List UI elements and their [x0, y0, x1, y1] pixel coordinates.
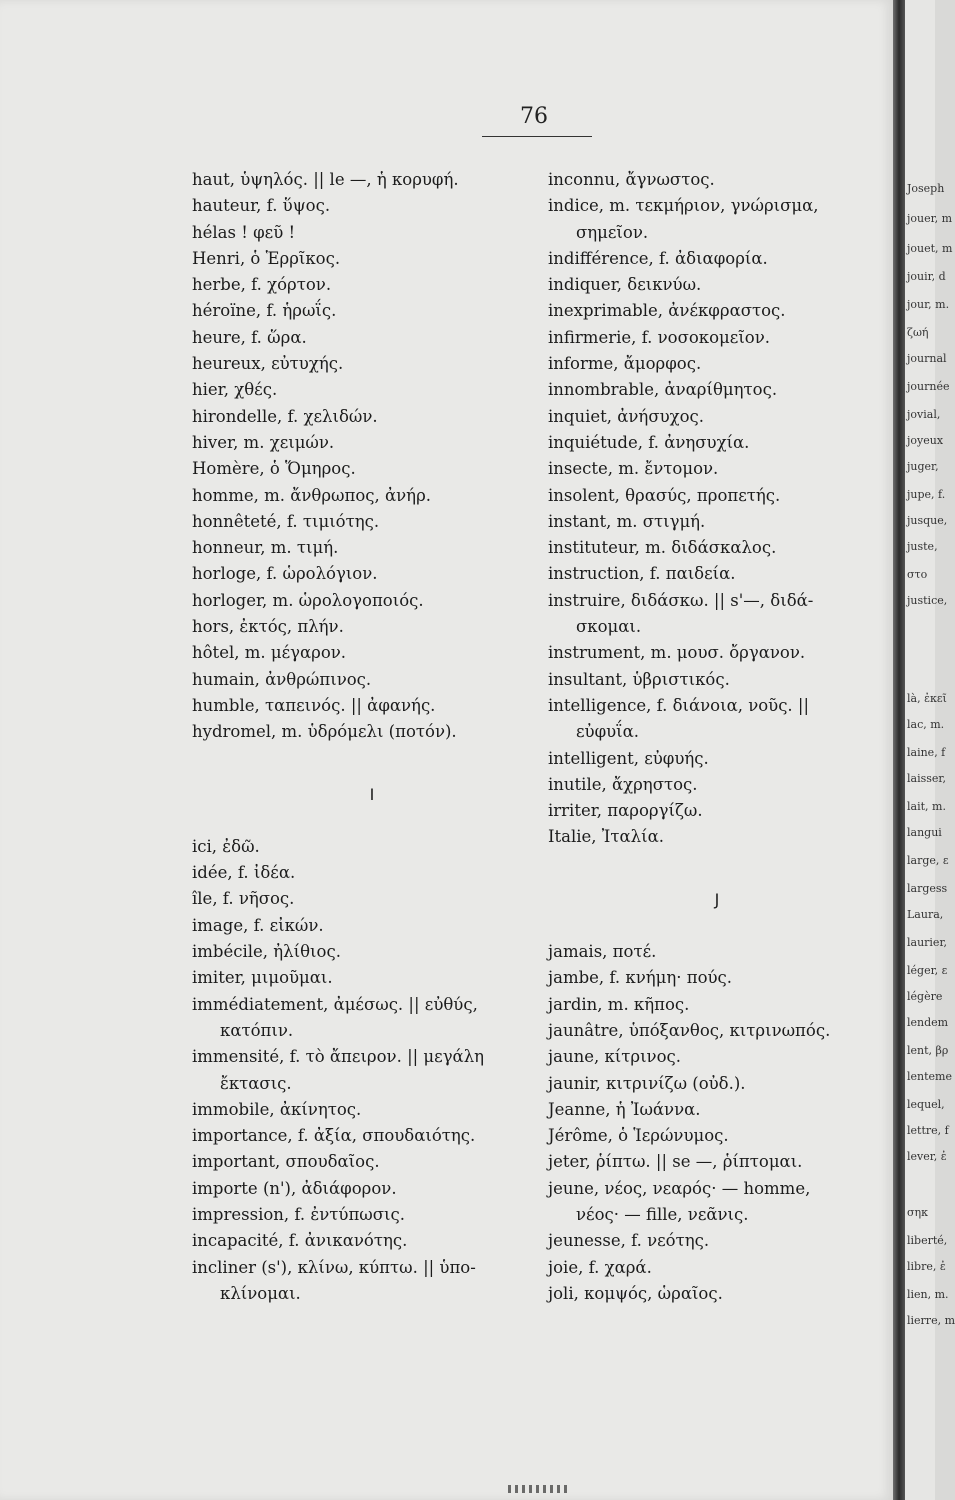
- dictionary-entry: instruction, f. παιδεία.: [548, 564, 736, 584]
- dictionary-entry: herbe, f. χόρτον.: [192, 275, 332, 295]
- edge-word: libre, ἐ: [907, 1260, 946, 1273]
- dictionary-entry: Homère, ὁ Ὅμηρος.: [192, 459, 356, 479]
- edge-word: largess: [907, 882, 948, 895]
- dictionary-entry: Jeanne, ἡ Ἰωάννα.: [548, 1099, 701, 1119]
- dictionary-entry: jambe, f. κνήμη· πούς.: [548, 968, 733, 988]
- edge-word: lait, m.: [907, 800, 946, 813]
- dictionary-entry: heureux, εὐτυχής.: [192, 354, 344, 374]
- dictionary-entry: importance, f. ἀξία, σπουδαιότης.: [192, 1126, 476, 1146]
- edge-word: jouer, m: [907, 212, 953, 225]
- dictionary-entry: inconnu, ἄγνωστος.: [548, 170, 715, 189]
- dictionary-entry: humain, ἀνθρώπινος.: [192, 669, 372, 689]
- edge-word: jusque,: [907, 514, 948, 527]
- edge-word: jovial,: [907, 408, 941, 421]
- dictionary-entry: important, σπουδαῖος.: [192, 1152, 380, 1172]
- dictionary-entry: instrument, m. μουσ. ὄργανον.: [548, 643, 806, 663]
- edge-word: laurier,: [907, 936, 947, 949]
- entry-continuation: εὐφυΐα.: [576, 722, 640, 742]
- dictionary-entry: imbécile, ἠλίθιος.: [192, 942, 341, 962]
- dictionary-entry: honnêteté, f. τιμιότης.: [192, 511, 380, 531]
- edge-word: léger, ε: [907, 964, 948, 977]
- dictionary-entry: indiquer, δεικνύω.: [548, 275, 702, 295]
- dictionary-entry: jeunesse, f. νεότης.: [548, 1231, 710, 1251]
- dictionary-entry: ici, ἐδῶ.: [192, 836, 260, 856]
- edge-word: ζωή: [907, 326, 929, 339]
- entry-continuation: ἔκτασις.: [220, 1073, 292, 1093]
- book-gutter: [893, 0, 905, 1500]
- dictionary-entry: Italie, Ἰταλία.: [548, 827, 664, 847]
- edge-word: langui: [907, 826, 942, 839]
- edge-word: στο: [907, 568, 928, 581]
- dictionary-entry: intelligent, εὐφυής.: [548, 748, 709, 768]
- dictionary-entry: jamais, ποτέ.: [548, 942, 657, 962]
- dictionary-entry: humble, ταπεινός. || ἀφανής.: [192, 695, 436, 715]
- entry-continuation: νέος· — fille, νεᾶνις.: [576, 1204, 749, 1224]
- edge-word: juste,: [907, 540, 938, 553]
- dictionary-entry: jaune, κίτρινος.: [548, 1047, 681, 1067]
- edge-word: Laura,: [907, 908, 944, 921]
- dictionary-entry: image, f. εἰκών.: [192, 915, 324, 935]
- dictionary-entry: inutile, ἄχρηστος.: [548, 774, 698, 794]
- edge-word: joyeux: [907, 434, 944, 447]
- header-rule: [482, 136, 592, 137]
- edge-word: là, ἐκεῖ: [907, 692, 947, 705]
- dictionary-entry: incapacité, f. ἀνικανότης.: [192, 1231, 408, 1251]
- page-number: 76: [520, 104, 548, 129]
- dictionary-entry: île, f. νῆσος.: [192, 889, 295, 909]
- dictionary-entry: immédiatement, ἀμέσως. || εὐθύς,: [192, 994, 478, 1014]
- dictionary-entry: inexprimable, ἀνέκφραστος.: [548, 301, 786, 321]
- edge-word: σηκ: [907, 1206, 928, 1219]
- edge-word: laisser,: [907, 772, 946, 785]
- dictionary-entry: indifférence, f. ἀδιαφορία.: [548, 248, 768, 268]
- dictionary-entry: jaunir, κιτρινίζω (οὐδ.).: [548, 1073, 746, 1093]
- dictionary-entry: inquiet, ἀνήσυχος.: [548, 406, 705, 426]
- dictionary-entry: instruire, διδάσκω. || s'—, διδά-: [548, 590, 814, 610]
- dictionary-entry: hirondelle, f. χελιδών.: [192, 406, 378, 426]
- dictionary-entry: inquiétude, f. ἀνησυχία.: [548, 432, 750, 452]
- dictionary-entry: importe (n'), ἀδιάφορον.: [192, 1178, 397, 1198]
- dictionary-entry: hydromel, m. ὑδρόμελι (ποτόν).: [192, 722, 457, 742]
- edge-word: justice,: [907, 594, 948, 607]
- dictionary-entry: hauteur, f. ὕψος.: [192, 196, 331, 216]
- adjacent-page-edge: [905, 0, 955, 1500]
- dictionary-entry: innombrable, ἀναρίθμητος.: [548, 380, 778, 400]
- dictionary-entry: jaunâtre, ὑπόξανθος, κιτρινωπός.: [548, 1020, 831, 1040]
- dictionary-entry: intelligence, f. διάνοια, νοῦς. ||: [548, 695, 810, 715]
- dictionary-entry: hôtel, m. μέγαρον.: [192, 643, 347, 663]
- dictionary-entry: instant, m. στιγμή.: [548, 511, 706, 531]
- edge-word: lequel,: [907, 1098, 945, 1111]
- edge-word: lierre, m: [907, 1314, 955, 1327]
- edge-word: large, ε: [907, 854, 949, 867]
- dictionary-entry: insolent, θρασύς, προπετής.: [548, 485, 781, 505]
- edge-word: Joseph: [907, 182, 945, 195]
- dictionary-entry: joli, κομψός, ὡραῖος.: [548, 1283, 723, 1303]
- dictionary-entry: infirmerie, f. νοσοκομεῖον.: [548, 327, 770, 347]
- edge-word: lettre, f: [907, 1124, 949, 1137]
- section-letter: I: [369, 784, 375, 804]
- edge-word: lever, ἐ: [907, 1150, 947, 1163]
- edge-word: lac, m.: [907, 718, 945, 731]
- dictionary-entry: jeune, νέος, νεαρός· — homme,: [548, 1178, 811, 1198]
- edge-word: lien, m.: [907, 1288, 949, 1301]
- dictionary-entry: hiver, m. χειμών.: [192, 432, 335, 452]
- edge-word: jouet, m: [907, 242, 953, 255]
- dictionary-entry: imiter, μιμοῦμαι.: [192, 968, 333, 988]
- dictionary-entry: jardin, m. κῆπος.: [548, 994, 690, 1014]
- dictionary-entry: horloger, m. ὡρολογοποιός.: [192, 590, 424, 610]
- dictionary-entry: heure, f. ὥρα.: [192, 327, 307, 347]
- print-mark: [508, 1485, 568, 1493]
- edge-word: laine, f: [907, 746, 946, 759]
- edge-word: jour, m.: [907, 298, 950, 311]
- edge-word: journal: [907, 352, 947, 365]
- dictionary-entry: instituteur, m. διδάσκαλος.: [548, 538, 777, 558]
- dictionary-entry: hélas ! φεῦ !: [192, 222, 296, 242]
- dictionary-entry: insultant, ὑβριστικός.: [548, 669, 730, 689]
- dictionary-entry: homme, m. ἄνθρωπος, ἀνήρ.: [192, 485, 432, 505]
- dictionary-entry: jeter, ῥίπτω. || se —, ῥίπτομαι.: [548, 1152, 803, 1172]
- edge-word: liberté,: [907, 1234, 948, 1247]
- dictionary-entry: impression, f. ἐντύπωσις.: [192, 1204, 405, 1224]
- entry-continuation: κατόπιν.: [220, 1020, 294, 1040]
- dictionary-entry: joie, f. χαρά.: [548, 1257, 652, 1277]
- edge-word: journée: [907, 380, 950, 393]
- dictionary-entry: Henri, ὁ Ἑρρῖκος.: [192, 248, 341, 268]
- right-column: [548, 167, 878, 1307]
- edge-word: lenteme: [907, 1070, 952, 1083]
- dictionary-entry: informe, ἄμορφος.: [548, 354, 702, 374]
- dictionary-entry: Jérôme, ὁ Ἱερώνυμος.: [548, 1126, 729, 1146]
- section-letter: J: [714, 889, 720, 909]
- dictionary-entry: idée, f. ἰδέα.: [192, 863, 296, 883]
- edge-word: légère: [907, 990, 943, 1003]
- edge-word: juger,: [907, 460, 939, 473]
- dictionary-entry: haut, ὑψηλός. || le —, ἡ κορυφή.: [192, 170, 459, 189]
- dictionary-entry: insecte, m. ἔντομον.: [548, 459, 719, 479]
- edge-word: jouir, d: [907, 270, 946, 283]
- edge-word: lent, βρ: [907, 1044, 949, 1057]
- dictionary-entry: honneur, m. τιμή.: [192, 538, 339, 558]
- dictionary-entry: horloge, f. ὡρολόγιον.: [192, 564, 378, 584]
- dictionary-entry: incliner (s'), κλίνω, κύπτω. || ὑπο-: [192, 1257, 476, 1277]
- entry-continuation: κλίνομαι.: [220, 1283, 301, 1303]
- dictionary-entry: immensité, f. τὸ ἄπειρον. || μεγάλη: [192, 1047, 485, 1067]
- dictionary-entry: hors, ἐκτός, πλήν.: [192, 617, 344, 637]
- dictionary-entry: héroïne, f. ἡρωΐς.: [192, 301, 337, 321]
- dictionary-entry: irriter, παροργίζω.: [548, 801, 703, 821]
- dictionary-entry: hier, χθές.: [192, 380, 278, 400]
- dictionary-entry: immobile, ἀκίνητος.: [192, 1099, 362, 1119]
- left-column: [192, 167, 522, 1307]
- edge-word: lendem: [907, 1016, 949, 1029]
- entry-continuation: σημεῖον.: [576, 222, 649, 242]
- edge-word: jupe, f.: [907, 488, 946, 501]
- entry-continuation: σκομαι.: [576, 617, 642, 637]
- dictionary-entry: indice, m. τεκμήριον, γνώρισμα,: [548, 196, 819, 216]
